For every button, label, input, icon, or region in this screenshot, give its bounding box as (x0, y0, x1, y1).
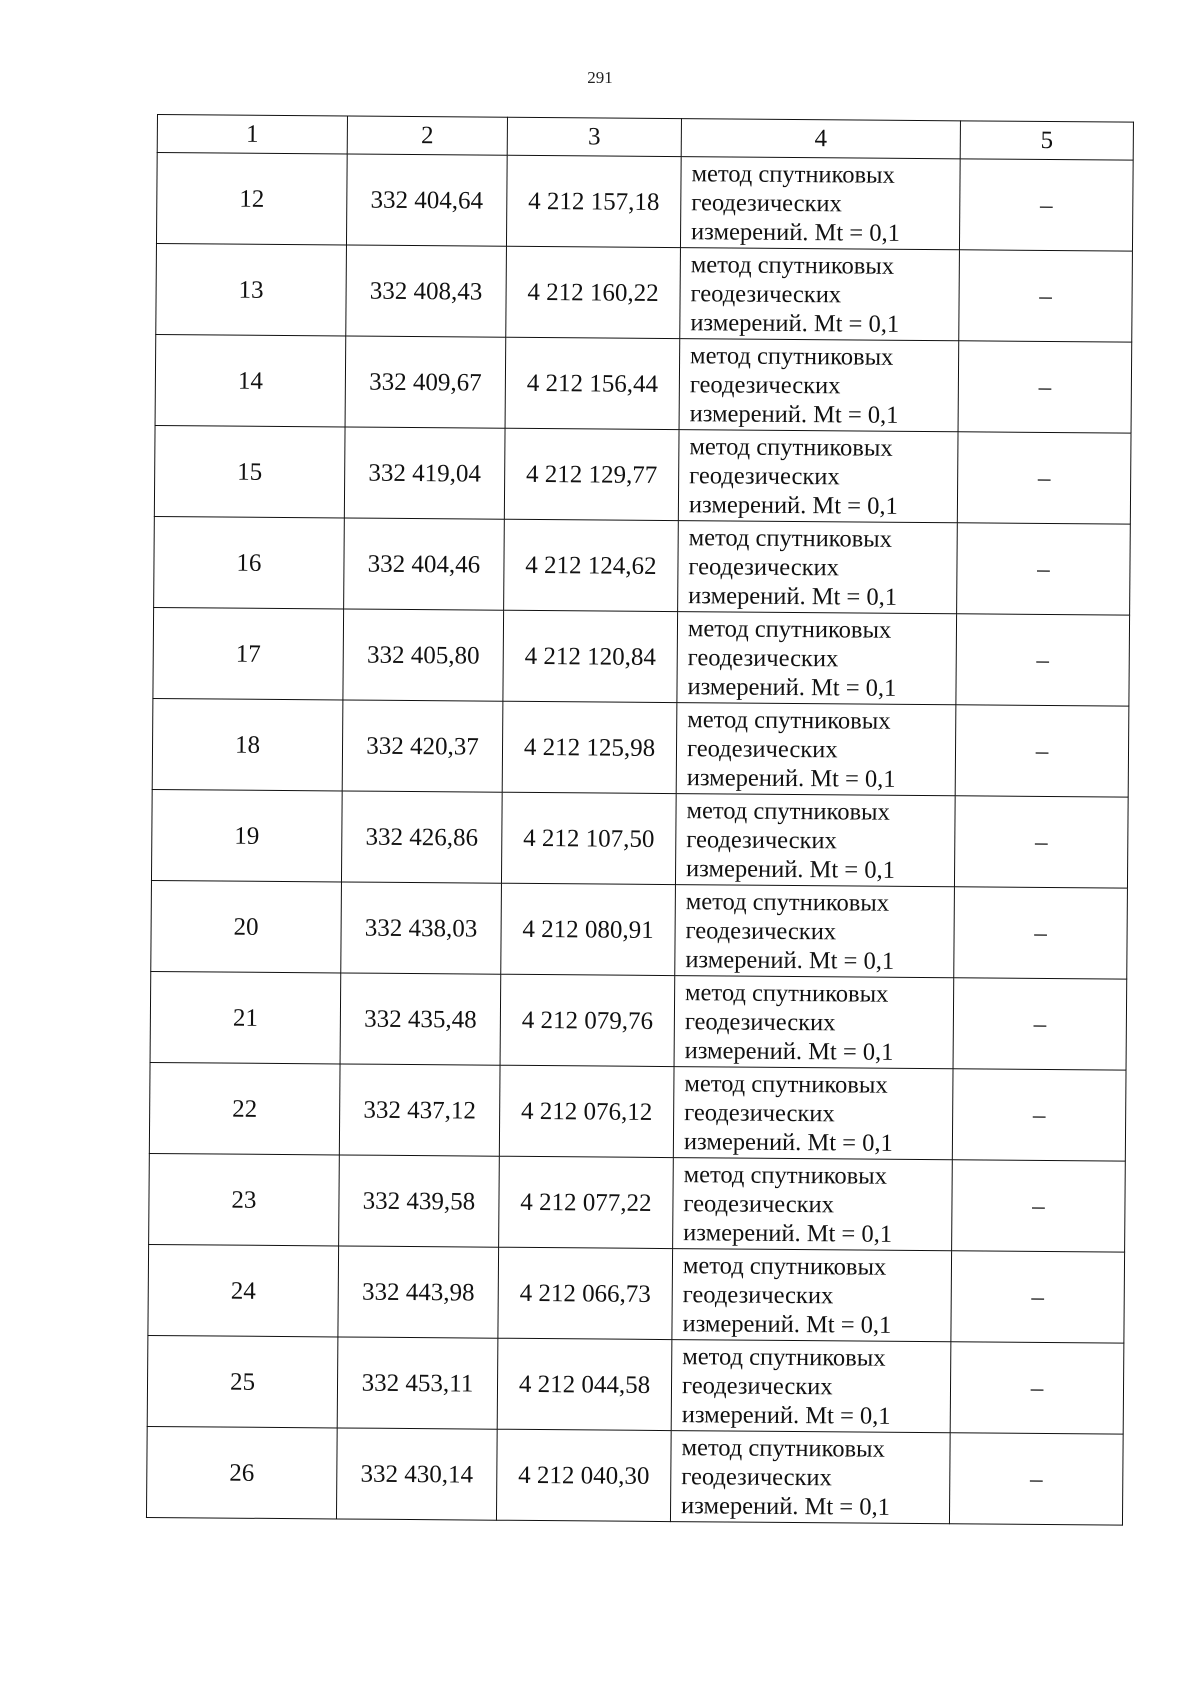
y-coordinate-cell: 4 212 129,77 (504, 428, 679, 520)
method-cell (673, 1158, 953, 1251)
point-number-cell: 25 (147, 1335, 338, 1427)
point-number-cell: 17 (153, 607, 344, 699)
method-cell (678, 430, 958, 523)
method-line: геодезических (688, 552, 840, 581)
method-line: метод спутниковых (683, 1160, 888, 1190)
y-coordinate-cell: 4 212 077,22 (499, 1156, 674, 1248)
x-coordinate-cell: 332 439,58 (339, 1155, 500, 1247)
method-line: геодезических (686, 825, 837, 854)
x-coordinate-cell: 332 404,46 (344, 518, 505, 610)
point-number-cell: 18 (152, 698, 343, 790)
table-row (150, 971, 1127, 1070)
y-coordinate-cell: 4 212 076,12 (499, 1065, 674, 1157)
x-coordinate-cell: 332 435,48 (340, 973, 501, 1065)
method-cell (675, 885, 955, 978)
method-line: метод спутниковых (681, 1433, 885, 1463)
point-number-cell: 23 (149, 1153, 340, 1245)
x-coordinate-cell: 332 420,37 (342, 700, 503, 792)
method-cell (674, 976, 954, 1069)
method-line: метод спутниковых (691, 159, 895, 189)
method-line: метод спутниковых (682, 1251, 887, 1281)
y-coordinate-cell: 4 212 160,22 (506, 246, 681, 338)
x-coordinate-cell: 332 405,80 (343, 609, 504, 701)
table-row (154, 516, 1131, 615)
method-line: геодезических (686, 734, 838, 763)
y-coordinate-cell: 4 212 156,44 (505, 337, 680, 429)
table-row (156, 243, 1133, 342)
method-line: измерений. Mt = 0,1 (685, 854, 896, 884)
y-coordinate-cell: 4 212 125,98 (502, 701, 677, 793)
method-line: метод спутниковых (685, 978, 889, 1008)
method-line: геодезических (690, 279, 842, 308)
point-number-cell: 14 (155, 334, 346, 426)
x-coordinate-cell: 332 453,11 (337, 1337, 498, 1429)
point-number-cell: 21 (150, 971, 341, 1063)
y-coordinate-cell: 4 212 120,84 (503, 610, 678, 702)
method-line: измерений. Mt = 0,1 (681, 1400, 891, 1430)
method-line: геодезических (685, 916, 837, 945)
point-number-cell: 13 (156, 243, 347, 335)
table-row (155, 334, 1132, 433)
note-cell: – (959, 159, 1133, 251)
note-cell: – (959, 250, 1133, 342)
method-line: метод спутниковых (682, 1342, 886, 1372)
method-line: метод спутниковых (685, 887, 890, 917)
method-line: геодезических (687, 643, 839, 672)
method-line: геодезических (689, 370, 841, 399)
x-coordinate-cell: 332 419,04 (344, 427, 505, 519)
method-line: измерений. Mt = 0,1 (682, 1309, 892, 1339)
point-number-cell: 19 (151, 789, 342, 881)
method-cell (680, 248, 960, 341)
table-row (151, 789, 1128, 888)
method-cell (680, 157, 960, 250)
method-line: измерений. Mt = 0,1 (684, 1036, 894, 1066)
method-line: геодезических (684, 1007, 836, 1036)
method-line: геодезических (683, 1189, 835, 1218)
x-coordinate-cell: 332 409,67 (345, 336, 506, 428)
x-coordinate-cell: 332 430,14 (336, 1428, 497, 1520)
method-line: измерений. Mt = 0,1 (689, 399, 899, 429)
method-line: метод спутниковых (690, 250, 895, 280)
method-cell (675, 794, 955, 887)
method-line: измерений. Mt = 0,1 (688, 490, 898, 520)
method-line: измерений. Mt = 0,1 (683, 1127, 893, 1157)
header-col-4: 4 (681, 119, 960, 159)
point-number-cell: 24 (148, 1244, 339, 1336)
method-line: метод спутниковых (684, 1069, 888, 1099)
note-cell: – (957, 523, 1131, 615)
table-row (152, 698, 1129, 797)
note-cell: – (957, 432, 1131, 524)
table-row (156, 153, 1133, 252)
method-line: геодезических (681, 1462, 832, 1491)
method-line: измерений. Mt = 0,1 (680, 1491, 891, 1521)
x-coordinate-cell: 332 408,43 (346, 245, 507, 337)
note-cell: – (949, 1433, 1123, 1525)
method-line: метод спутниковых (687, 705, 891, 735)
y-coordinate-cell: 4 212 080,91 (501, 883, 676, 975)
y-coordinate-cell: 4 212 066,73 (498, 1247, 673, 1339)
method-line: геодезических (691, 188, 842, 217)
table-row (147, 1335, 1124, 1434)
y-coordinate-cell: 4 212 044,58 (497, 1338, 672, 1430)
method-cell (677, 612, 957, 705)
header-col-3: 3 (507, 117, 681, 156)
coordinates-table (146, 114, 1134, 1526)
x-coordinate-cell: 332 443,98 (338, 1246, 499, 1338)
method-line: метод спутниковых (689, 432, 893, 462)
note-cell: – (953, 978, 1127, 1070)
note-cell: – (956, 614, 1130, 706)
note-cell: – (955, 705, 1129, 797)
method-line: измерений. Mt = 0,1 (690, 308, 900, 338)
x-coordinate-cell: 332 404,64 (346, 154, 507, 246)
point-number-cell: 12 (156, 153, 347, 245)
method-line: измерений. Mt = 0,1 (688, 581, 898, 611)
point-number-cell: 20 (151, 880, 342, 972)
method-cell (676, 703, 956, 796)
method-line: метод спутниковых (690, 341, 894, 371)
method-cell (678, 521, 958, 614)
method-line: измерений. Mt = 0,1 (690, 217, 901, 247)
note-cell: – (954, 796, 1128, 888)
x-coordinate-cell: 332 437,12 (339, 1064, 500, 1156)
y-coordinate-cell: 4 212 040,30 (496, 1429, 671, 1521)
method-cell (672, 1249, 952, 1342)
y-coordinate-cell: 4 212 124,62 (504, 519, 679, 611)
header-col-2: 2 (347, 116, 507, 155)
method-cell (673, 1067, 953, 1160)
note-cell: – (952, 1069, 1126, 1161)
method-line: геодезических (682, 1280, 834, 1309)
point-number-cell: 16 (154, 516, 345, 608)
method-cell (679, 339, 959, 432)
point-number-cell: 22 (149, 1062, 340, 1154)
method-line: измерений. Mt = 0,1 (683, 1218, 893, 1248)
y-coordinate-cell: 4 212 107,50 (501, 792, 676, 884)
point-number-cell: 15 (154, 425, 345, 517)
note-cell: – (950, 1342, 1124, 1434)
method-line: геодезических (684, 1098, 835, 1127)
table-row (149, 1153, 1126, 1252)
method-line: геодезических (681, 1371, 833, 1400)
method-line: метод спутниковых (687, 614, 892, 644)
y-coordinate-cell: 4 212 079,76 (500, 974, 675, 1066)
note-cell: – (954, 887, 1128, 979)
method-cell (670, 1431, 950, 1524)
method-line: измерений. Mt = 0,1 (686, 763, 896, 793)
table-row (149, 1062, 1126, 1161)
table-row (151, 880, 1128, 979)
point-number-cell: 26 (146, 1426, 337, 1518)
page-number: 291 (587, 68, 613, 87)
method-line: измерений. Mt = 0,1 (685, 945, 895, 975)
method-line: метод спутниковых (686, 796, 890, 826)
x-coordinate-cell: 332 426,86 (341, 791, 502, 883)
x-coordinate-cell: 332 438,03 (341, 882, 502, 974)
note-cell: – (951, 1251, 1125, 1343)
table-body (146, 153, 1133, 1526)
header-col-5: 5 (960, 121, 1133, 160)
table-row (148, 1244, 1125, 1343)
note-cell: – (958, 341, 1132, 433)
method-line: геодезических (689, 461, 840, 490)
table-row (146, 1426, 1123, 1525)
method-line: метод спутниковых (688, 523, 893, 553)
y-coordinate-cell: 4 212 157,18 (506, 155, 681, 247)
note-cell: – (952, 1160, 1126, 1252)
table-row (153, 607, 1130, 706)
method-line: измерений. Mt = 0,1 (687, 672, 897, 702)
header-col-1: 1 (157, 115, 347, 154)
method-cell (671, 1340, 951, 1433)
table-row (154, 425, 1131, 524)
